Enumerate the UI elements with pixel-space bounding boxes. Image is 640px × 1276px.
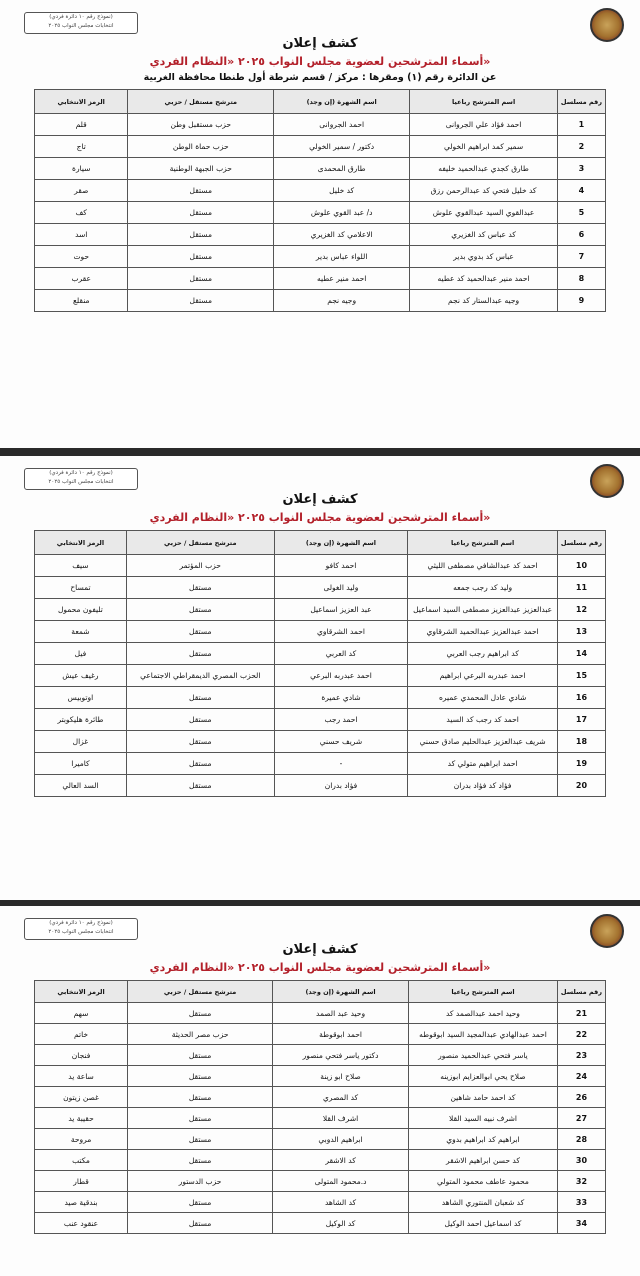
table-row [35, 731, 606, 753]
symbol-cell: سهم [35, 1003, 128, 1024]
candidate-name-cell: كد عباس كد الغزيري [410, 224, 558, 246]
candidate-name-cell: كد شعبان المنتوري الشاهد [409, 1192, 558, 1213]
serial-cell: 11 [557, 577, 605, 599]
alias-cell: احمد عبدربه البرعي [274, 665, 408, 687]
alias-cell: صلاح ابو زينة [273, 1066, 409, 1087]
serial-cell: 19 [557, 753, 605, 775]
symbol-cell: عنقود عنب [35, 1213, 128, 1234]
symbol-cell: طائرة هليكوبتر [35, 709, 127, 731]
page-title: كشف إعلان [282, 942, 358, 957]
column-header: مترشح مستقل / حزبي [128, 981, 273, 1003]
page-header [0, 906, 640, 946]
district-line: عن الدائرة رقم (١) ومقرها : مركز / قسم شرطة أول طنطا محافظة الغربية [143, 72, 497, 83]
symbol-cell: تمساح [35, 577, 127, 599]
serial-cell: 16 [557, 687, 605, 709]
serial-cell: 9 [557, 290, 605, 312]
page-subtitle: أسماء المترشحين لعضوية مجلس النواب ٢٠٢٥ «النظام الفردي» [149, 511, 491, 524]
affiliation-cell: مستقل [128, 180, 274, 202]
table-row [35, 1129, 606, 1150]
serial-cell: 15 [557, 665, 605, 687]
table-row [35, 621, 606, 643]
table-row [35, 136, 606, 158]
table-row [35, 1108, 606, 1129]
symbol-cell: مكتب [35, 1150, 128, 1171]
serial-cell: 3 [557, 158, 605, 180]
serial-cell: 14 [557, 643, 605, 665]
serial-cell: 26 [557, 1087, 605, 1108]
candidate-name-cell: وليد كد رجب جمعه [408, 577, 558, 599]
symbol-cell: كاميرا [35, 753, 127, 775]
form-stamp: (نموذج رقم ١٠ دائرة فردي) انتخابات مجلس النواب ٢٠٢٥ [24, 468, 138, 490]
candidate-name-cell: طارق كجدي عبدالحميد خليفه [410, 158, 558, 180]
candidate-name-cell: سمير كمد ابراهيم الخولي [410, 136, 558, 158]
candidate-name-cell: اشرف نبيه السيد القلا [409, 1108, 558, 1129]
table-row [35, 687, 606, 709]
affiliation-cell: مستقل [126, 577, 274, 599]
serial-cell: 30 [557, 1150, 605, 1171]
emblem-logo-icon [590, 914, 624, 948]
affiliation-cell: مستقل [126, 599, 274, 621]
serial-cell: 12 [557, 599, 605, 621]
page-subtitle: أسماء المترشحين لعضوية مجلس النواب ٢٠٢٥ «النظام الفردي» [149, 55, 491, 68]
page-sheet-2 [0, 456, 640, 900]
alias-cell: عبد العزيز اسماعيل [274, 599, 408, 621]
affiliation-cell: مستقل [126, 731, 274, 753]
symbol-cell: اسد [35, 224, 128, 246]
affiliation-cell: حزب الجبهة الوطنية [128, 158, 274, 180]
candidate-name-cell: صلاح يحي ابوالعزايم ابوزينه [409, 1066, 558, 1087]
serial-cell: 17 [557, 709, 605, 731]
affiliation-cell: مستقل [128, 1045, 273, 1066]
affiliation-cell: مستقل [128, 1087, 273, 1108]
candidate-name-cell: ياسر فتحي عبدالحميد منصور [409, 1045, 558, 1066]
column-header: اسم المترشح رباعيا [408, 531, 558, 555]
symbol-cell: رغيف عيش [35, 665, 127, 687]
serial-cell: 5 [557, 202, 605, 224]
alias-cell: كد العربي [274, 643, 408, 665]
affiliation-cell: مستقل [128, 1003, 273, 1024]
serial-cell: 33 [557, 1192, 605, 1213]
table-row [35, 246, 606, 268]
candidate-name-cell: عباس كد بدوي بدير [410, 246, 558, 268]
page-sheet-3 [0, 906, 640, 1276]
candidate-name-cell: شادي عادل المحمدي عميره [408, 687, 558, 709]
page-header [0, 456, 640, 496]
affiliation-cell: مستقل [126, 775, 274, 797]
symbol-cell: اوتوبيس [35, 687, 127, 709]
symbol-cell: مروحة [35, 1129, 128, 1150]
serial-cell: 6 [557, 224, 605, 246]
alias-cell: احمد رجب [274, 709, 408, 731]
column-header: رقم مسلسل [557, 531, 605, 555]
serial-cell: 23 [557, 1045, 605, 1066]
serial-cell: 18 [557, 731, 605, 753]
candidate-name-cell: شريف عبدالعزيز عبدالحليم صادق حسني [408, 731, 558, 753]
affiliation-cell: حزب حماة الوطن [128, 136, 274, 158]
affiliation-cell: الحزب المصري الديمقراطي الاجتماعي [126, 665, 274, 687]
serial-cell: 32 [557, 1171, 605, 1192]
alias-cell: احمد ابوقوطة [273, 1024, 409, 1045]
alias-cell: اللواء عباس بدير [274, 246, 410, 268]
alias-cell: طارق المحمدى [274, 158, 410, 180]
alias-cell: - [274, 753, 408, 775]
table-row [35, 1171, 606, 1192]
serial-cell: 1 [557, 114, 605, 136]
symbol-cell: السد العالي [35, 775, 127, 797]
affiliation-cell: مستقل [128, 1066, 273, 1087]
column-header: اسم الشهرة (إن وجد) [274, 90, 410, 114]
symbol-cell: منقلع [35, 290, 128, 312]
affiliation-cell: مستقل [128, 246, 274, 268]
table-row [35, 180, 606, 202]
candidate-name-cell: احمد كد عبدالشافي مصطفى الليثي [408, 555, 558, 577]
table-row [35, 775, 606, 797]
table-row [35, 268, 606, 290]
symbol-cell: خاتم [35, 1024, 128, 1045]
alias-cell: وحيد عبد الصمد [273, 1003, 409, 1024]
table-row [35, 665, 606, 687]
column-header: اسم المترشح رباعيا [409, 981, 558, 1003]
symbol-cell: فنجان [35, 1045, 128, 1066]
form-stamp: (نموذج رقم ١٠ دائرة فردي) انتخابات مجلس النواب ٢٠٢٥ [24, 918, 138, 940]
table-row [35, 1213, 606, 1234]
table-row [35, 1045, 606, 1066]
page-title: كشف إعلان [282, 36, 358, 51]
candidates-table [34, 530, 606, 797]
candidates-table [34, 980, 606, 1234]
candidate-name-cell: عبدالقوي السيد عبدالقوي علوش [410, 202, 558, 224]
page-subtitle: أسماء المترشحين لعضوية مجلس النواب ٢٠٢٥ «النظام الفردي» [149, 961, 491, 974]
symbol-cell: غصن زيتون [35, 1087, 128, 1108]
alias-cell: شريف حسني [274, 731, 408, 753]
table-row [35, 577, 606, 599]
affiliation-cell: مستقل [128, 290, 274, 312]
candidate-name-cell: كد اسماعيل احمد الوكيل [409, 1213, 558, 1234]
form-stamp: (نموذج رقم ١٠ دائرة فردي) انتخابات مجلس النواب ٢٠٢٥ [24, 12, 138, 34]
column-header: الرمز الانتخابي [35, 981, 128, 1003]
symbol-cell: حوت [35, 246, 128, 268]
serial-cell: 24 [557, 1066, 605, 1087]
symbol-cell: قطار [35, 1171, 128, 1192]
candidate-name-cell: وجيه عبدالستار كد نجم [410, 290, 558, 312]
table-row [35, 290, 606, 312]
affiliation-cell: حزب الدستور [128, 1171, 273, 1192]
serial-cell: 10 [557, 555, 605, 577]
table-row [35, 1192, 606, 1213]
affiliation-cell: مستقل [128, 1150, 273, 1171]
alias-cell: احمد الشرقاوي [274, 621, 408, 643]
table-row [35, 753, 606, 775]
affiliation-cell: مستقل [126, 621, 274, 643]
table-row [35, 114, 606, 136]
symbol-cell: غزال [35, 731, 127, 753]
symbol-cell: فيل [35, 643, 127, 665]
alias-cell: كد خليل [274, 180, 410, 202]
alias-cell: اشرف القلا [273, 1108, 409, 1129]
candidate-name-cell: وحيد احمد عبدالصمد كد [409, 1003, 558, 1024]
symbol-cell: قلم [35, 114, 128, 136]
candidate-name-cell: ابراهيم كد ابراهيم بدوي [409, 1129, 558, 1150]
alias-cell: دكتور / سمير الخولي [274, 136, 410, 158]
table-body [35, 1003, 606, 1234]
page-sheet-1 [0, 0, 640, 448]
table-row [35, 1087, 606, 1108]
affiliation-cell: مستقل [128, 1108, 273, 1129]
affiliation-cell: مستقل [128, 268, 274, 290]
affiliation-cell: حزب مصر الحديثة [128, 1024, 273, 1045]
alias-cell: كد المصري [273, 1087, 409, 1108]
column-header: اسم الشهرة (إن وجد) [273, 981, 409, 1003]
candidate-name-cell: فؤاد كد فؤاد بدران [408, 775, 558, 797]
affiliation-cell: مستقل [128, 1129, 273, 1150]
table-row [35, 555, 606, 577]
candidate-name-cell: احمد كد رجب كد السيد [408, 709, 558, 731]
candidate-name-cell: احمد فؤاد علي الجروانى [410, 114, 558, 136]
column-header: رقم مسلسل [557, 90, 605, 114]
affiliation-cell: مستقل [128, 202, 274, 224]
affiliation-cell: مستقل [126, 753, 274, 775]
table-body [35, 555, 606, 797]
column-header: الرمز الانتخابي [35, 90, 128, 114]
candidate-name-cell: محمود عاطف محمود المتولي [409, 1171, 558, 1192]
serial-cell: 4 [557, 180, 605, 202]
column-header: اسم المترشح رباعيا [410, 90, 558, 114]
alias-cell: كد الشاهد [273, 1192, 409, 1213]
alias-cell: شادي عميرة [274, 687, 408, 709]
emblem-logo-icon [590, 464, 624, 498]
serial-cell: 27 [557, 1108, 605, 1129]
symbol-cell: حقيبة يد [35, 1108, 128, 1129]
table-row [35, 202, 606, 224]
candidate-name-cell: كد ابراهيم رجب العربي [408, 643, 558, 665]
table-row [35, 158, 606, 180]
serial-cell: 28 [557, 1129, 605, 1150]
table-body [35, 114, 606, 312]
alias-cell: احمد كافو [274, 555, 408, 577]
affiliation-cell: مستقل [128, 224, 274, 246]
symbol-cell: سيف [35, 555, 127, 577]
table-row [35, 224, 606, 246]
alias-cell: احمد الجروانى [274, 114, 410, 136]
alias-cell: احمد منير عطيه [274, 268, 410, 290]
alias-cell: الاعلامي كد الغزيري [274, 224, 410, 246]
column-header: مترشح مستقل / حزبي [128, 90, 274, 114]
candidate-name-cell: كد احمد حامد شاهين [409, 1087, 558, 1108]
serial-cell: 8 [557, 268, 605, 290]
table-row [35, 643, 606, 665]
symbol-cell: صقر [35, 180, 128, 202]
page-header [0, 0, 640, 40]
affiliation-cell: مستقل [126, 709, 274, 731]
table-row [35, 1150, 606, 1171]
serial-cell: 21 [557, 1003, 605, 1024]
candidate-name-cell: احمد عبدالعزيز عبدالحميد الشرقاوي [408, 621, 558, 643]
alias-cell: ابراهيم الدوبي [273, 1129, 409, 1150]
candidate-name-cell: كد خليل فتحي كد عبدالرحمن رزق [410, 180, 558, 202]
symbol-cell: بندقية صيد [35, 1192, 128, 1213]
table-row [35, 599, 606, 621]
alias-cell: دكتور ياسر فتحي منصور [273, 1045, 409, 1066]
table-row [35, 1024, 606, 1045]
candidate-name-cell: عبدالعزيز عبدالعزيز مصطفى السيد اسماعيل [408, 599, 558, 621]
alias-cell: د/ عبد القوي علوش [274, 202, 410, 224]
affiliation-cell: حزب مستقبل وطن [128, 114, 274, 136]
affiliation-cell: مستقل [128, 1213, 273, 1234]
candidate-name-cell: احمد عبدالهادي عبدالمجيد السيد ابوقوطه [409, 1024, 558, 1045]
column-header: اسم الشهرة (إن وجد) [274, 531, 408, 555]
affiliation-cell: مستقل [126, 687, 274, 709]
candidates-table [34, 89, 606, 312]
symbol-cell: تاج [35, 136, 128, 158]
symbol-cell: سيارة [35, 158, 128, 180]
emblem-logo-icon [590, 8, 624, 42]
symbol-cell: عقرب [35, 268, 128, 290]
symbol-cell: كف [35, 202, 128, 224]
symbol-cell: تليفون محمول [35, 599, 127, 621]
serial-cell: 7 [557, 246, 605, 268]
alias-cell: د.محمود المتولى [273, 1171, 409, 1192]
serial-cell: 2 [557, 136, 605, 158]
column-header: الرمز الانتخابي [35, 531, 127, 555]
table-row [35, 709, 606, 731]
alias-cell: وجيه نجم [274, 290, 410, 312]
table-row [35, 1066, 606, 1087]
alias-cell: فؤاد بدران [274, 775, 408, 797]
alias-cell: وليد الغولى [274, 577, 408, 599]
column-header: رقم مسلسل [557, 981, 605, 1003]
symbol-cell: ساعة يد [35, 1066, 128, 1087]
symbol-cell: شمعة [35, 621, 127, 643]
page-title: كشف إعلان [282, 492, 358, 507]
affiliation-cell: مستقل [126, 643, 274, 665]
candidate-name-cell: احمد منير عبدالحميد كد عطيه [410, 268, 558, 290]
serial-cell: 34 [557, 1213, 605, 1234]
candidate-name-cell: احمد ابراهيم متولي كد [408, 753, 558, 775]
candidate-name-cell: احمد عبدربه البرعي ابراهيم [408, 665, 558, 687]
alias-cell: كد الاشقر [273, 1150, 409, 1171]
affiliation-cell: مستقل [128, 1192, 273, 1213]
serial-cell: 22 [557, 1024, 605, 1045]
affiliation-cell: حزب المؤتمر [126, 555, 274, 577]
alias-cell: كد الوكيل [273, 1213, 409, 1234]
serial-cell: 13 [557, 621, 605, 643]
candidate-name-cell: كد حسن ابراهيم الاشقر [409, 1150, 558, 1171]
table-row [35, 1003, 606, 1024]
column-header: مترشح مستقل / حزبي [126, 531, 274, 555]
serial-cell: 20 [557, 775, 605, 797]
